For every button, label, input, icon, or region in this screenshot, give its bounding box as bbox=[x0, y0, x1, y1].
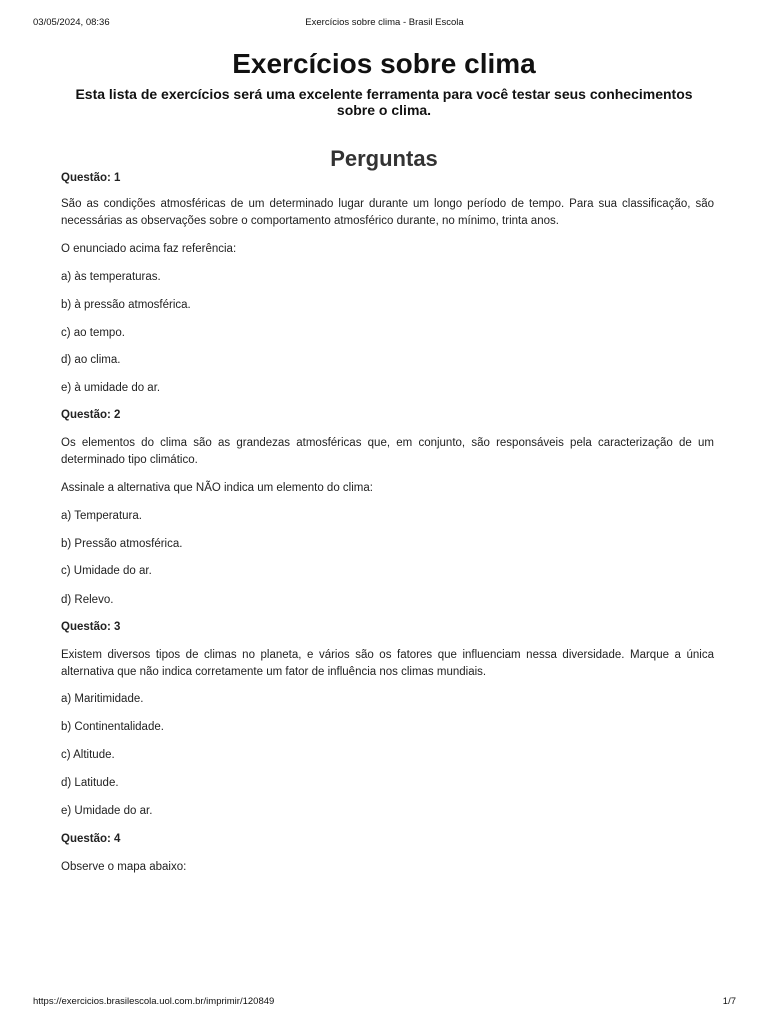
question-label: Questão: 3 bbox=[61, 621, 121, 633]
question-text: Observe o mapa abaixo: bbox=[61, 861, 187, 873]
print-document-title: Exercícios sobre clima - Brasil Escola bbox=[305, 17, 464, 28]
question-text: São as condições atmosféricas de um determinado lugar durante um longo período de tempo. Para sua classificação, são necessárias as observações sobre o comportamento atmosférico durante, no mínimo, trinta anos. bbox=[61, 198, 714, 227]
answer-option: d) Relevo. bbox=[61, 594, 114, 606]
page-title: Exercícios sobre clima bbox=[232, 48, 536, 79]
answer-option: a) às temperaturas. bbox=[61, 271, 161, 283]
question-label: Questão: 1 bbox=[61, 172, 121, 184]
question-text: Existem diversos tipos de climas no planeta, e vários são os fatores que influenciam nessa diversidade. Marque a única alternativa que não indica corretamente um fator de influência nos climas mundiais. bbox=[61, 649, 714, 678]
question-text: Os elementos do clima são as grandezas atmosféricas que, em conjunto, são responsáveis pela caracterização de um determinado tipo climático. bbox=[61, 437, 714, 466]
page-counter: 1/7 bbox=[722, 996, 736, 1007]
section-title: Perguntas bbox=[330, 146, 438, 171]
answer-option: d) ao clima. bbox=[61, 354, 121, 366]
answer-option: c) Umidade do ar. bbox=[61, 565, 152, 577]
answer-option: a) Temperatura. bbox=[61, 510, 142, 522]
page-subtitle: Esta lista de exercícios será uma excelente ferramenta para você testar seus conhecimentos sobre o clima. bbox=[75, 86, 693, 118]
answer-option: e) à umidade do ar. bbox=[61, 382, 161, 394]
answer-option: b) Continentalidade. bbox=[61, 721, 164, 733]
answer-option: a) Maritimidade. bbox=[61, 693, 144, 705]
question-prompt: O enunciado acima faz referência: bbox=[61, 243, 237, 255]
question-label: Questão: 4 bbox=[61, 833, 121, 845]
question-label: Questão: 2 bbox=[61, 409, 121, 421]
answer-option: c) Altitude. bbox=[61, 749, 115, 761]
answer-option: b) à pressão atmosférica. bbox=[61, 299, 191, 311]
print-url: https://exercicios.brasilescola.uol.com.br/imprimir/120849 bbox=[33, 996, 275, 1007]
question-prompt: Assinale a alternativa que NÃO indica um elemento do clima: bbox=[61, 482, 373, 494]
answer-option: b) Pressão atmosférica. bbox=[61, 538, 183, 550]
answer-option: c) ao tempo. bbox=[61, 327, 125, 339]
answer-option: d) Latitude. bbox=[61, 777, 119, 789]
print-datetime: 03/05/2024, 08:36 bbox=[33, 17, 110, 28]
answer-option: e) Umidade do ar. bbox=[61, 805, 153, 817]
